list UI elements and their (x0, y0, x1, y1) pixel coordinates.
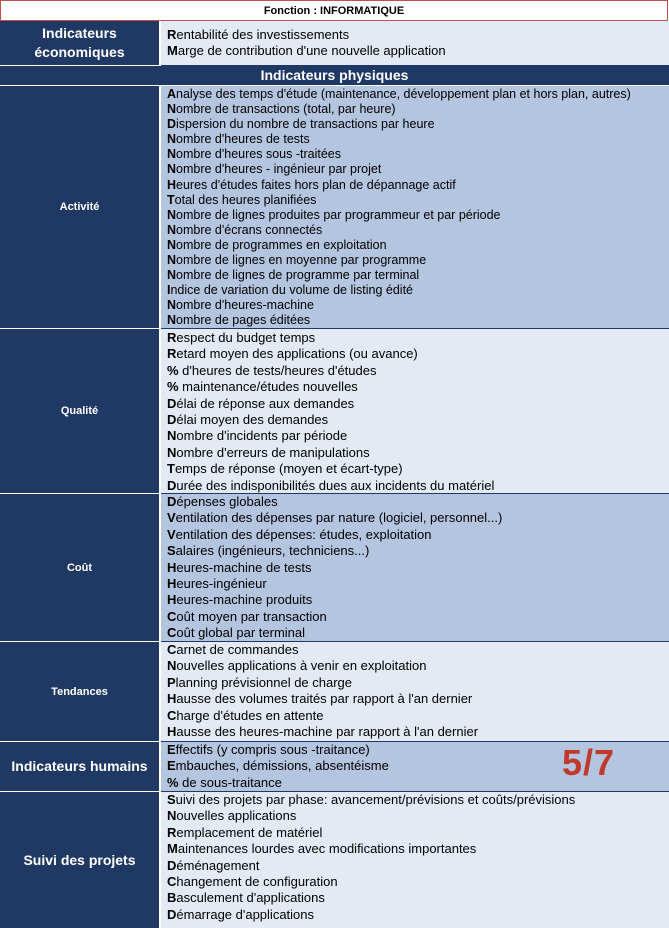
indicator-item-initial: N (167, 253, 177, 268)
indicator-item-initial: A (167, 87, 177, 101)
indicator-item-rest: ombre de programmes en exploitation (176, 237, 387, 252)
indicator-item (167, 890, 669, 906)
indicator-item-rest: ndice de variation du volume de listing édité (170, 283, 413, 298)
indicator-item (167, 724, 669, 740)
indicator-item (167, 642, 669, 658)
indicator-item-initial: M (167, 841, 178, 857)
indicator-item (167, 527, 669, 543)
indicator-item (167, 268, 669, 283)
indicator-item-initial: N (167, 102, 177, 117)
physical-indicators-header: Indicateurs physiques (0, 66, 669, 86)
indicator-item-initial: C (167, 874, 177, 890)
indicator-item-rest: éménagement (176, 857, 260, 873)
indicator-item-rest: entilation des dépenses: études, exploitation (175, 526, 432, 542)
indicator-item-rest: ombre de lignes en moyenne par programme (176, 253, 427, 268)
section-items-qualite (161, 329, 669, 494)
indicator-item (167, 346, 669, 362)
indicator-item-initial: C (167, 642, 177, 657)
indicator-item (167, 792, 669, 808)
indicator-item (167, 132, 669, 147)
indicator-item-initial: N (167, 207, 177, 222)
indicator-item-initial: E (167, 742, 176, 757)
section-items-projets (161, 792, 669, 928)
indicator-item (167, 907, 669, 923)
indicator-item-rest: ouvelles applications à venir en exploitation (176, 658, 427, 674)
indicator-item-rest: entabilité des investissements (176, 27, 350, 42)
indicator-item-initial: P (167, 674, 176, 690)
indicator-item (167, 691, 669, 707)
indicator-item-rest: otal des heures planifiées (174, 192, 317, 207)
indicator-item (167, 193, 669, 208)
indicator-item-initial: C (167, 608, 177, 624)
indicator-item-rest: ombre d'heures-machine (176, 298, 314, 313)
indicator-item (167, 117, 669, 132)
indicator-item (167, 208, 669, 223)
indicator-item-initial: I (167, 283, 171, 298)
indicator-item (167, 330, 669, 346)
table-title: Fonction : INFORMATIQUE (0, 0, 668, 21)
indicator-item-initial: D (167, 906, 177, 922)
indicator-item-rest: harge d'études en attente (176, 707, 324, 723)
indicator-item-rest: maintenance/études nouvelles (178, 379, 358, 395)
indicator-item (167, 102, 669, 117)
section-items-activite (161, 86, 669, 329)
indicator-item-initial: E (167, 758, 176, 774)
indicator-item-rest: ouvelles applications (176, 808, 297, 824)
indicator-item-initial: V (167, 526, 176, 542)
indicator-item (167, 298, 669, 313)
indicator-item (167, 625, 669, 641)
indicator-item (167, 592, 669, 608)
indicator-item-rest: arnet de commandes (176, 642, 299, 657)
indicator-item-rest: ausse des heures-machine par rapport à l'an dernier (176, 724, 479, 740)
indicator-item-rest: uivi des projets par phase: avancement/prévisions et coûts/prévisions (175, 792, 576, 807)
indicator-item (167, 379, 669, 395)
indicator-item (167, 223, 669, 238)
indicator-item-rest: eures-machine de tests (176, 559, 312, 575)
indicator-item-rest: ombre d'heures sous -traitées (176, 147, 341, 162)
indicator-item (167, 87, 669, 102)
indicator-item-rest: élai moyen des demandes (176, 412, 329, 428)
indicator-item-rest: ombre d'heures de tests (176, 132, 310, 147)
indicator-item-rest: ombre d'heures - ingénieur par projet (176, 162, 382, 177)
indicator-item-rest: ausse des volumes traités par rapport à l'an dernier (176, 691, 473, 707)
indicator-item-initial: N (167, 147, 177, 162)
indicator-item-rest: asculement d'applications (176, 890, 325, 906)
indicator-item-initial: M (167, 43, 178, 58)
indicator-item-rest: ombre de lignes de programme par terminal (176, 268, 420, 283)
indicator-item-rest: oût moyen par transaction (176, 608, 327, 624)
indicator-item (167, 445, 669, 461)
indicator-item-initial: % (167, 774, 179, 790)
indicator-item-rest: élai de réponse aux demandes (176, 395, 355, 411)
indicator-item (167, 162, 669, 177)
page-number-badge: 5/7 (562, 742, 616, 783)
indicator-item-initial: R (167, 330, 177, 345)
indicator-item-initial: D (167, 117, 177, 132)
indicator-item-initial: D (167, 857, 177, 873)
indicator-item-rest: eures-machine produits (176, 592, 313, 608)
indicator-item (167, 560, 669, 576)
indicator-item (167, 841, 669, 857)
indicator-item-rest: emplacement de matériel (176, 824, 323, 840)
indicator-item (167, 461, 669, 477)
indicator-item-initial: H (167, 559, 177, 575)
indicator-item-rest: nalyse des temps d'étude (maintenance, développement plan et hors plan, autres) (176, 87, 631, 101)
indicator-item-initial: N (167, 808, 177, 824)
indicator-item-rest: ombre d'écrans connectés (176, 222, 323, 237)
indicator-item (167, 428, 669, 444)
section-label-activite: Activité (0, 86, 160, 329)
indicator-item (167, 708, 669, 724)
indicator-item-rest: entilation des dépenses par nature (logiciel, personnel...) (175, 510, 503, 526)
indicator-item-initial: N (167, 428, 177, 444)
indicator-item (167, 675, 669, 691)
indicator-item-initial: R (167, 346, 177, 362)
indicator-item-initial: D (167, 412, 177, 428)
indicator-item-rest: etard moyen des applications (ou avance) (176, 346, 418, 362)
indicator-item (167, 27, 669, 43)
indicator-item-initial: H (167, 177, 177, 192)
indicator-item-rest: ffectifs (y compris sous -traitance) (175, 742, 370, 757)
indicator-item-rest: espect du budget temps (176, 330, 316, 345)
indicator-item (167, 43, 669, 59)
indicator-item (167, 396, 669, 412)
indicator-item-initial: H (167, 691, 177, 707)
indicator-item (167, 283, 669, 298)
indicator-item-initial: H (167, 724, 177, 740)
indicator-item-initial: D (167, 395, 177, 411)
indicator-item-rest: ispersion du nombre de transactions par heure (176, 117, 435, 132)
indicator-item-initial: N (167, 222, 177, 237)
indicator-item-initial: T (167, 192, 175, 207)
indicator-item (167, 510, 669, 526)
indicator-item (167, 147, 669, 162)
indicator-item-initial: N (167, 162, 177, 177)
indicator-item-initial: C (167, 707, 177, 723)
indicator-item-rest: ombre de lignes produites par programmeur et par période (176, 207, 501, 222)
indicator-item-rest: ombre d'erreurs de manipulations (176, 444, 370, 460)
indicator-item (167, 478, 669, 494)
indicator-item-initial: N (167, 237, 177, 252)
indicator-item-initial: % (167, 379, 179, 395)
indicator-item-rest: oût global par terminal (176, 625, 306, 641)
indicator-item-rest: aintenances lourdes avec modifications importantes (177, 841, 477, 857)
indicator-item-initial: N (167, 132, 177, 147)
indicator-item (167, 808, 669, 824)
indicator-item-initial: D (167, 494, 177, 509)
indicator-item (167, 658, 669, 674)
indicator-item-rest: émarrage d'applications (176, 906, 315, 922)
indicator-item-rest: de sous-traitance (178, 774, 282, 790)
indicator-item-rest: ombre d'incidents par période (176, 428, 348, 444)
indicator-item-rest: alaires (ingénieurs, techniciens...) (175, 543, 370, 559)
indicator-item-initial: N (167, 313, 177, 328)
section-items-tendances (161, 642, 669, 742)
indicator-item-initial: B (167, 890, 177, 906)
indicator-item (167, 825, 669, 841)
indicator-item-initial: R (167, 27, 177, 42)
section-label-humains: Indicateurs humains (0, 742, 160, 792)
indicator-item-initial: H (167, 592, 177, 608)
indicator-item-initial: D (167, 477, 177, 493)
section-label-tendances: Tendances (0, 642, 160, 742)
indicator-item-initial: R (167, 824, 177, 840)
indicator-item-initial: N (167, 298, 177, 313)
indicator-item (167, 576, 669, 592)
indicator-item (167, 609, 669, 625)
indicator-item-rest: épenses globales (176, 494, 278, 509)
indicator-item-rest: eures-ingénieur (176, 576, 267, 592)
indicator-item-initial: N (167, 658, 177, 674)
indicator-item (167, 253, 669, 268)
indicator-item (167, 494, 669, 510)
indicator-item-initial: V (167, 510, 176, 526)
indicator-item (167, 363, 669, 379)
indicator-item-rest: d'heures de tests/heures d'études (178, 362, 377, 378)
indicator-item-initial: H (167, 576, 177, 592)
indicator-item-rest: ombre de pages éditées (176, 313, 311, 328)
section-items-economiques (161, 21, 669, 66)
indicator-item-rest: arge de contribution d'une nouvelle application (177, 43, 446, 58)
indicator-item (167, 238, 669, 253)
section-label-cout: Coût (0, 494, 160, 642)
indicator-item (167, 178, 669, 193)
indicator-item-initial: C (167, 625, 177, 641)
section-label-projets: Suivi des projets (0, 792, 160, 928)
indicator-item (167, 543, 669, 559)
indicator-item-rest: hangement de configuration (176, 874, 338, 890)
section-label-economiques: Indicateurs économiques (0, 21, 160, 66)
indicator-item-rest: ombre de transactions (total, par heure) (176, 102, 396, 117)
indicator-item-initial: N (167, 268, 177, 283)
indicator-item (167, 874, 669, 890)
indicator-item-rest: eures d'études faites hors plan de dépannage actif (176, 177, 456, 192)
section-items-cout (161, 494, 669, 642)
indicator-item (167, 412, 669, 428)
indicator-item-initial: S (167, 792, 176, 807)
indicator-item-initial: T (167, 461, 175, 477)
indicator-item-initial: S (167, 543, 176, 559)
indicator-item-initial: % (167, 362, 179, 378)
indicator-item-rest: lanning prévisionnel de charge (175, 674, 353, 690)
section-label-qualite: Qualité (0, 329, 160, 494)
indicator-item (167, 858, 669, 874)
indicator-item-rest: urée des indisponibilités dues aux incidents du matériel (176, 477, 495, 493)
indicator-item-rest: emps de réponse (moyen et écart-type) (174, 461, 403, 477)
indicator-item-rest: mbauches, démissions, absentéisme (175, 758, 389, 774)
indicator-item (167, 313, 669, 328)
indicator-item-initial: N (167, 444, 177, 460)
